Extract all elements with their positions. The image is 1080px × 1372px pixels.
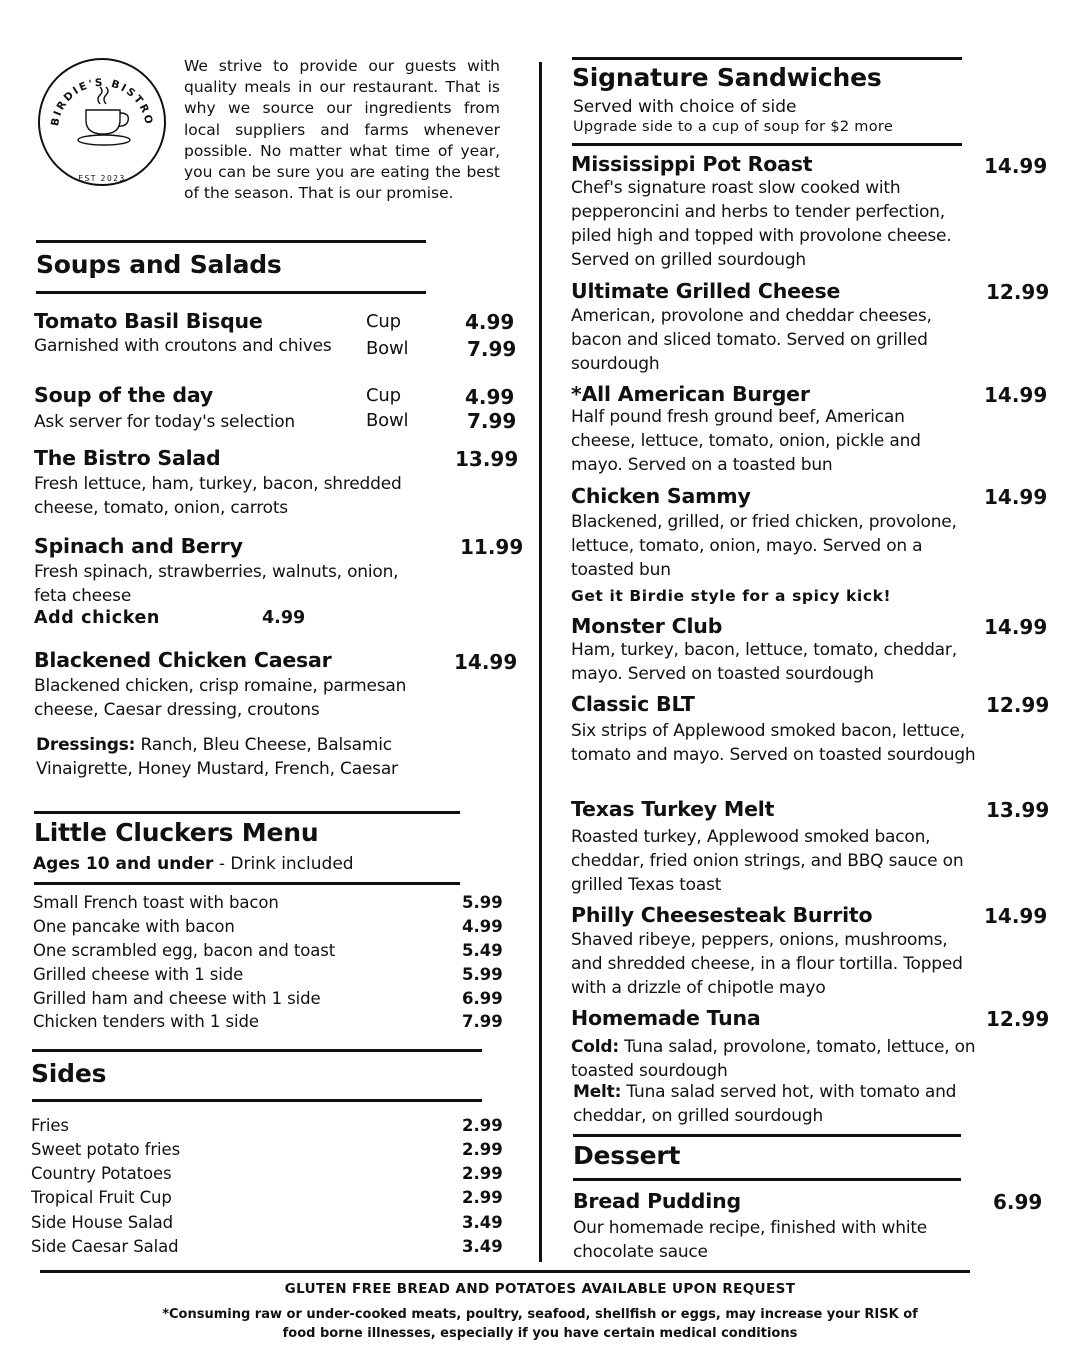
- item-name: Philly Cheesesteak Burrito: [571, 903, 873, 927]
- item-name: Classic BLT: [571, 692, 695, 716]
- section-title-kids: Little Cluckers Menu: [34, 818, 319, 847]
- column-divider: [539, 62, 542, 1262]
- item-price: 6.99: [462, 989, 503, 1008]
- item-name: Texas Turkey Melt: [571, 797, 775, 821]
- item-price: 12.99: [986, 280, 1050, 304]
- section-title-soups: Soups and Salads: [36, 250, 282, 279]
- item-desc-cold: [571, 1035, 981, 1083]
- addon-label: Add chicken: [34, 608, 160, 628]
- item-desc: Shaved ribeye, peppers, onions, mushrooms, and shredded cheese, in a flour tortilla. Topped with a drizzle of chipotle mayo: [571, 930, 963, 998]
- item-name: Bread Pudding: [573, 1189, 741, 1213]
- item-price: 13.99: [455, 447, 519, 471]
- item-desc: Blackened chicken, crisp romaine, parmesan cheese, Caesar dressing, croutons: [34, 676, 407, 720]
- item-price: 2.99: [462, 1116, 503, 1135]
- item-name: The Bistro Salad: [34, 446, 221, 470]
- item-price: 4.99: [465, 385, 515, 409]
- item-desc: Blackened, grilled, or fried chicken, provolone, lettuce, tomato, onion, mayo. Served on a toasted bun: [571, 512, 957, 580]
- item-price: 2.99: [462, 1188, 503, 1207]
- size-label: Bowl: [366, 410, 409, 431]
- item-price: 14.99: [454, 650, 518, 674]
- item-price: 4.99: [465, 310, 515, 334]
- divider: [36, 291, 426, 294]
- divider: [573, 1134, 961, 1137]
- item-name: Blackened Chicken Caesar: [34, 648, 332, 672]
- item-price: 6.99: [993, 1190, 1043, 1214]
- item-desc: Ask server for today's selection: [34, 412, 296, 432]
- item-name: Mississippi Pot Roast: [571, 152, 813, 176]
- item-name: *All American Burger: [571, 382, 810, 406]
- svg-text:BIRDIE'S BISTRO: [49, 77, 155, 127]
- dressings: [36, 733, 436, 781]
- item-name: Ultimate Grilled Cheese: [571, 279, 841, 303]
- item-price: 12.99: [986, 693, 1050, 717]
- section-title-sandwiches: Signature Sandwiches: [572, 63, 882, 92]
- logo-est: EST 2023: [78, 174, 126, 183]
- divider: [34, 811, 460, 814]
- kids-age: Ages 10 and under: [33, 854, 214, 874]
- item-price: 12.99: [986, 1007, 1050, 1031]
- list-item: Side House Salad: [31, 1213, 174, 1232]
- cold-desc: Tuna salad, provolone, tomato, lettuce, on toasted sourdough: [571, 1037, 976, 1081]
- size-label: Bowl: [366, 338, 409, 359]
- list-item: Side Caesar Salad: [31, 1237, 179, 1256]
- health-warning-line1: *Consuming raw or under-cooked meats, poultry, seafood, shellfish or eggs, may increase your RISK of: [162, 1307, 918, 1322]
- sandwiches-sub2: Upgrade side to a cup of soup for $2 more: [573, 119, 894, 135]
- item-price: 14.99: [984, 904, 1048, 928]
- melt-label: Melt:: [573, 1082, 622, 1102]
- item-desc: Roasted turkey, Applewood smoked bacon, cheddar, fried onion strings, and BBQ sauce on grilled Texas toast: [571, 827, 964, 895]
- item-name: Spinach and Berry: [34, 534, 243, 558]
- item-price: 7.99: [462, 1012, 503, 1031]
- item-price: 3.49: [462, 1237, 503, 1256]
- item-desc: Garnished with croutons and chives: [34, 336, 332, 356]
- logo: [36, 56, 168, 188]
- cold-label: Cold:: [571, 1037, 619, 1057]
- addon-price: 4.99: [262, 608, 306, 628]
- item-name: Soup of the day: [34, 383, 214, 407]
- gluten-free-note: GLUTEN FREE BREAD AND POTATOES AVAILABLE UPON REQUEST: [284, 1281, 796, 1297]
- divider: [36, 240, 426, 243]
- list-item: One pancake with bacon: [33, 917, 235, 936]
- list-item: One scrambled egg, bacon and toast: [33, 941, 336, 960]
- list-item: Country Potatoes: [31, 1164, 172, 1183]
- item-price: 11.99: [460, 535, 524, 559]
- item-name: Tomato Basil Bisque: [34, 309, 263, 333]
- divider: [34, 882, 460, 885]
- logo-name: BIRDIE'S BISTRO: [49, 76, 156, 128]
- item-name: Homemade Tuna: [571, 1006, 761, 1030]
- item-price: 5.99: [462, 893, 503, 912]
- list-item: Grilled ham and cheese with 1 side: [33, 989, 321, 1008]
- list-item: Sweet potato fries: [31, 1140, 181, 1159]
- item-desc: American, provolone and cheddar cheeses, bacon and sliced tomato. Served on grilled sourdough: [571, 306, 932, 374]
- item-price: 14.99: [984, 615, 1048, 639]
- item-name: Chicken Sammy: [571, 484, 751, 508]
- dressings-list: Ranch, Bleu Cheese, Balsamic Vinaigrette, Honey Mustard, French, Caesar: [36, 735, 398, 779]
- divider: [573, 1178, 961, 1181]
- item-desc: Fresh spinach, strawberries, walnuts, onion, feta cheese: [34, 562, 399, 606]
- sandwiches-sub1: Served with choice of side: [573, 97, 797, 117]
- list-item: Chicken tenders with 1 side: [33, 1012, 259, 1031]
- item-desc: Ham, turkey, bacon, lettuce, tomato, cheddar, mayo. Served on toasted sourdough: [571, 640, 957, 684]
- item-price: 4.99: [462, 917, 503, 936]
- dressings-label: Dressings:: [36, 735, 136, 755]
- melt-desc: Tuna salad served hot, with tomato and cheddar, on grilled sourdough: [573, 1082, 957, 1126]
- item-desc: Half pound fresh ground beef, American cheese, lettuce, tomato, onion, pickle and mayo. Served on a toasted bun: [571, 407, 921, 475]
- section-title-sides: Sides: [31, 1059, 107, 1088]
- item-desc: Chef's signature roast slow cooked with pepperoncini and herbs to tender perfection, piled high and topped with provolone cheese. Served on grilled sourdough: [571, 178, 952, 270]
- list-item: Tropical Fruit Cup: [31, 1188, 172, 1207]
- item-price: 14.99: [984, 485, 1048, 509]
- list-item: Small French toast with bacon: [33, 893, 279, 912]
- health-warning-line2: food borne illnesses, especially if you have certain medical conditions: [282, 1326, 798, 1341]
- item-desc: Our homemade recipe, finished with white chocolate sauce: [573, 1218, 928, 1262]
- item-price: 14.99: [984, 154, 1048, 178]
- item-note: Get it Birdie style for a spicy kick!: [571, 587, 892, 605]
- list-item: Grilled cheese with 1 side: [33, 965, 244, 984]
- item-desc: Six strips of Applewood smoked bacon, lettuce, tomato and mayo. Served on toasted sourdough: [571, 721, 976, 765]
- item-price: 3.49: [462, 1213, 503, 1232]
- divider: [32, 1099, 482, 1102]
- item-price: 5.99: [462, 965, 503, 984]
- section-title-dessert: Dessert: [573, 1141, 681, 1170]
- item-price: 2.99: [462, 1164, 503, 1183]
- item-desc: Fresh lettuce, ham, turkey, bacon, shredded cheese, tomato, onion, carrots: [34, 474, 402, 518]
- item-price: 7.99: [467, 337, 517, 361]
- coffee-cup-icon: [78, 87, 130, 145]
- divider: [40, 1270, 970, 1273]
- divider: [32, 1049, 482, 1052]
- item-price: 5.49: [462, 941, 503, 960]
- divider: [572, 57, 962, 60]
- intro-paragraph: We strive to provide our guests with quality meals in our restaurant. That is why we source our ingredients from local suppliers and farms whenever possible. No matter what time of year, you can be sure you are eating the best of the season. That is our promise.: [184, 57, 500, 203]
- kids-drink: - Drink included: [213, 854, 354, 874]
- divider: [572, 143, 962, 146]
- item-desc-melt: [573, 1080, 987, 1128]
- size-label: Cup: [366, 311, 401, 332]
- item-price: 2.99: [462, 1140, 503, 1159]
- item-price: 7.99: [467, 409, 517, 433]
- list-item: Fries: [31, 1116, 69, 1135]
- kids-subtitle: [33, 854, 354, 874]
- item-price: 13.99: [986, 798, 1050, 822]
- item-name: Monster Club: [571, 614, 723, 638]
- size-label: Cup: [366, 385, 401, 406]
- item-price: 14.99: [984, 383, 1048, 407]
- svg-text:EST 2023: [78, 174, 126, 183]
